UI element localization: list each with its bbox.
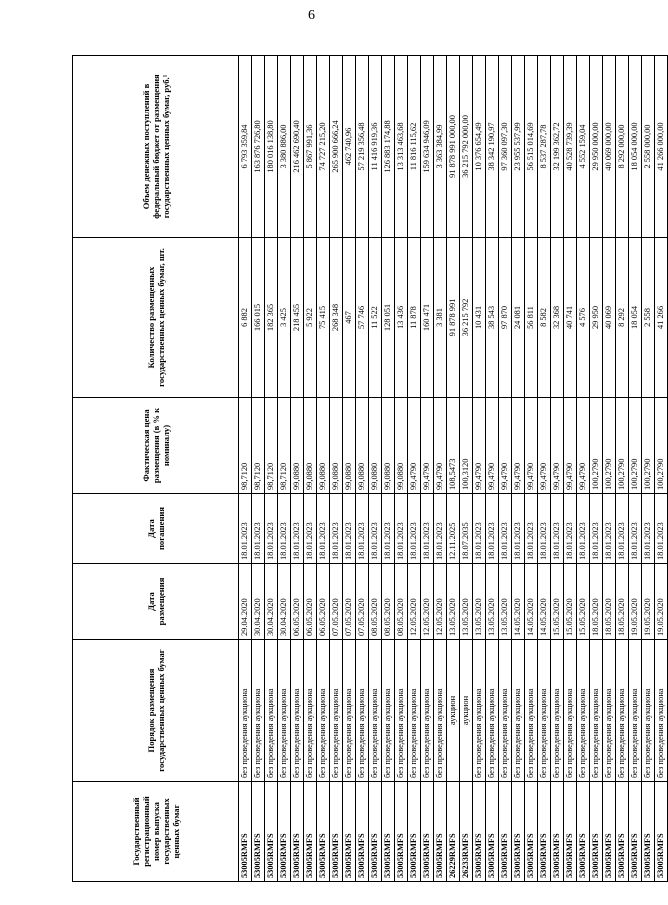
cell-actual-price: 99,4790: [434, 398, 447, 494]
cell-placement-date: 08.05.2020: [369, 564, 382, 640]
cell-budget-proceeds: 38 342 190,97: [486, 56, 499, 238]
cell-quantity: 57 746: [356, 238, 369, 398]
cell-quantity: 40 069: [603, 238, 616, 398]
cell-actual-price: 98,7120: [265, 398, 278, 494]
cell-quantity: 18 054: [629, 238, 642, 398]
cell-maturity-date: 18.01.2023: [551, 494, 564, 564]
cell-registration-number: 53005RMFS: [434, 782, 447, 882]
cell-registration-number: 53005RMFS: [317, 782, 330, 882]
cell-maturity-date: 18.01.2023: [265, 494, 278, 564]
cell-quantity: 10 431: [473, 238, 486, 398]
table-row: [395, 56, 408, 882]
cell-maturity-date: 18.01.2023: [278, 494, 291, 564]
cell-actual-price: 100,2790: [655, 398, 668, 494]
cell-budget-proceeds: 18 054 000,00: [629, 56, 642, 238]
table-row: [382, 56, 395, 882]
table-row: [239, 56, 252, 882]
cell-placement-order: без проведения аукциона: [642, 640, 655, 782]
cell-registration-number: 53005RMFS: [252, 782, 265, 882]
cell-placement-date: 08.05.2020: [382, 564, 395, 640]
cell-registration-number: 53005RMFS: [616, 782, 629, 882]
cell-maturity-date: 18.01.2023: [577, 494, 590, 564]
cell-budget-proceeds: 41 266 000,00: [655, 56, 668, 238]
cell-actual-price: 98,7120: [252, 398, 265, 494]
cell-budget-proceeds: 13 313 463,68: [395, 56, 408, 238]
cell-placement-date: 06.05.2020: [291, 564, 304, 640]
cell-placement-date: 06.05.2020: [304, 564, 317, 640]
cell-budget-proceeds: 36 215 792 000,00: [460, 56, 473, 238]
cell-quantity: 91 878 991: [447, 238, 460, 398]
cell-quantity: 24 081: [512, 238, 525, 398]
cell-budget-proceeds: 32 199 362,72: [551, 56, 564, 238]
cell-quantity: 40 741: [564, 238, 577, 398]
cell-placement-date: 13.05.2020: [486, 564, 499, 640]
cell-placement-date: 14.05.2020: [512, 564, 525, 640]
cell-maturity-date: 12.11.2025: [447, 494, 460, 564]
cell-placement-order: без проведения аукциона: [577, 640, 590, 782]
cell-quantity: 128 051: [382, 238, 395, 398]
cell-maturity-date: 18.01.2023: [538, 494, 551, 564]
cell-quantity: 38 543: [486, 238, 499, 398]
cell-maturity-date: 18.01.2023: [304, 494, 317, 564]
cell-placement-date: 29.04.2020: [239, 564, 252, 640]
table-row: [317, 56, 330, 882]
cell-actual-price: 99,0880: [395, 398, 408, 494]
cell-maturity-date: 18.01.2023: [356, 494, 369, 564]
cell-registration-number: 53005RMFS: [473, 782, 486, 882]
cell-placement-date: 15.05.2020: [551, 564, 564, 640]
cell-quantity: 166 015: [252, 238, 265, 398]
cell-maturity-date: 18.01.2023: [252, 494, 265, 564]
cell-placement-order: без проведения аукциона: [473, 640, 486, 782]
cell-actual-price: 99,4790: [499, 398, 512, 494]
cell-registration-number: 53005RMFS: [577, 782, 590, 882]
cell-placement-date: 12.05.2020: [421, 564, 434, 640]
table-row: [278, 56, 291, 882]
table-row: [304, 56, 317, 882]
cell-maturity-date: 18.01.2023: [369, 494, 382, 564]
cell-placement-date: 12.05.2020: [434, 564, 447, 640]
cell-maturity-date: 18.01.2023: [239, 494, 252, 564]
cell-budget-proceeds: 11 416 919,36: [369, 56, 382, 238]
cell-placement-date: 13.05.2020: [447, 564, 460, 640]
table-header-row: [73, 56, 239, 882]
cell-placement-order: без проведения аукциона: [408, 640, 421, 782]
cell-placement-date: 30.04.2020: [252, 564, 265, 640]
cell-maturity-date: 18.01.2023: [499, 494, 512, 564]
table-row: [629, 56, 642, 882]
cell-placement-order: без проведения аукциона: [629, 640, 642, 782]
cell-budget-proceeds: 8 292 000,00: [616, 56, 629, 238]
cell-budget-proceeds: 3 380 886,00: [278, 56, 291, 238]
cell-placement-date: 08.05.2020: [395, 564, 408, 640]
table-row: [590, 56, 603, 882]
cell-budget-proceeds: 5 867 991,36: [304, 56, 317, 238]
table-row: [486, 56, 499, 882]
cell-placement-order: без проведения аукциона: [239, 640, 252, 782]
cell-registration-number: 53005RMFS: [551, 782, 564, 882]
cell-placement-date: 15.05.2020: [564, 564, 577, 640]
cell-budget-proceeds: 56 515 014,69: [525, 56, 538, 238]
cell-budget-proceeds: 29 950 000,00: [590, 56, 603, 238]
cell-registration-number: 26233RMFS: [460, 782, 473, 882]
cell-budget-proceeds: 216 462 690,40: [291, 56, 304, 238]
cell-maturity-date: 18.01.2023: [564, 494, 577, 564]
table-row: [551, 56, 564, 882]
cell-actual-price: 99,0880: [304, 398, 317, 494]
cell-registration-number: 53005RMFS: [369, 782, 382, 882]
cell-maturity-date: 18.01.2023: [629, 494, 642, 564]
cell-placement-date: 18.05.2020: [603, 564, 616, 640]
cell-budget-proceeds: 159 634 946,09: [421, 56, 434, 238]
cell-registration-number: 53005RMFS: [408, 782, 421, 882]
cell-quantity: 56 811: [525, 238, 538, 398]
cell-maturity-date: 18.01.2023: [642, 494, 655, 564]
cell-budget-proceeds: 4 552 159,04: [577, 56, 590, 238]
cell-actual-price: 99,4790: [486, 398, 499, 494]
cell-actual-price: 99,4790: [525, 398, 538, 494]
table-row: [655, 56, 668, 882]
cell-maturity-date: 18.01.2023: [343, 494, 356, 564]
cell-placement-date: 13.05.2020: [499, 564, 512, 640]
cell-maturity-date: 18.01.2023: [473, 494, 486, 564]
cell-actual-price: 98,7120: [239, 398, 252, 494]
table-row: [265, 56, 278, 882]
cell-quantity: 4 576: [577, 238, 590, 398]
cell-placement-order: аукцион: [460, 640, 473, 782]
cell-placement-date: 07.05.2020: [343, 564, 356, 640]
cell-placement-order: без проведения аукциона: [317, 640, 330, 782]
cell-placement-order: без проведения аукциона: [655, 640, 668, 782]
cell-maturity-date: 18.01.2023: [408, 494, 421, 564]
cell-registration-number: 53005RMFS: [525, 782, 538, 882]
cell-actual-price: 99,4790: [512, 398, 525, 494]
cell-placement-order: без проведения аукциона: [499, 640, 512, 782]
cell-registration-number: 53005RMFS: [538, 782, 551, 882]
cell-registration-number: 53005RMFS: [343, 782, 356, 882]
cell-maturity-date: 18.01.2023: [395, 494, 408, 564]
cell-budget-proceeds: 265 900 666,24: [330, 56, 343, 238]
cell-quantity: 160 471: [421, 238, 434, 398]
cell-placement-date: 18.05.2020: [590, 564, 603, 640]
cell-actual-price: 99,0880: [356, 398, 369, 494]
cell-quantity: 29 950: [590, 238, 603, 398]
cell-quantity: 268 348: [330, 238, 343, 398]
cell-quantity: 467: [343, 238, 356, 398]
cell-actual-price: 100,2790: [629, 398, 642, 494]
cell-quantity: 36 215 792: [460, 238, 473, 398]
cell-maturity-date: 18.01.2023: [291, 494, 304, 564]
cell-placement-order: без проведения аукциона: [616, 640, 629, 782]
cell-quantity: 218 455: [291, 238, 304, 398]
header-maturity-date: Дата погашения: [73, 494, 239, 564]
cell-placement-order: без проведения аукциона: [382, 640, 395, 782]
cell-actual-price: 99,0880: [291, 398, 304, 494]
cell-maturity-date: 18.01.2023: [486, 494, 499, 564]
cell-quantity: 11 522: [369, 238, 382, 398]
cell-quantity: 32 368: [551, 238, 564, 398]
cell-placement-date: 13.05.2020: [473, 564, 486, 640]
cell-placement-order: без проведения аукциона: [434, 640, 447, 782]
cell-placement-order: без проведения аукциона: [343, 640, 356, 782]
cell-placement-order: аукцион: [447, 640, 460, 782]
page-number: 6: [308, 8, 315, 23]
cell-budget-proceeds: 126 883 174,88: [382, 56, 395, 238]
cell-actual-price: 99,0880: [369, 398, 382, 494]
cell-quantity: 75 415: [317, 238, 330, 398]
cell-actual-price: 99,0880: [330, 398, 343, 494]
cell-actual-price: 99,0880: [382, 398, 395, 494]
table-row: [330, 56, 343, 882]
rotated-table-container: [72, 56, 665, 882]
cell-placement-order: без проведения аукциона: [291, 640, 304, 782]
cell-actual-price: 99,4790: [408, 398, 421, 494]
cell-budget-proceeds: 10 376 654,49: [473, 56, 486, 238]
cell-actual-price: 99,4790: [551, 398, 564, 494]
cell-registration-number: 26229RMFS: [447, 782, 460, 882]
cell-maturity-date: 18.01.2023: [525, 494, 538, 564]
cell-maturity-date: 18.01.2023: [434, 494, 447, 564]
cell-registration-number: 53005RMFS: [291, 782, 304, 882]
cell-quantity: 97 870: [499, 238, 512, 398]
cell-maturity-date: 18.01.2023: [317, 494, 330, 564]
table-row: [525, 56, 538, 882]
cell-registration-number: 53005RMFS: [564, 782, 577, 882]
cell-quantity: 6 882: [239, 238, 252, 398]
table-row: [343, 56, 356, 882]
cell-placement-date: 18.05.2020: [616, 564, 629, 640]
cell-placement-order: без проведения аукциона: [564, 640, 577, 782]
cell-maturity-date: 18.01.2023: [616, 494, 629, 564]
table-row: [408, 56, 421, 882]
table-row: [421, 56, 434, 882]
cell-registration-number: 53005RMFS: [239, 782, 252, 882]
cell-maturity-date: 18.01.2023: [330, 494, 343, 564]
cell-budget-proceeds: 2 558 000,00: [642, 56, 655, 238]
cell-actual-price: 100,2790: [616, 398, 629, 494]
cell-maturity-date: 18.01.2023: [603, 494, 616, 564]
cell-actual-price: 100,2790: [603, 398, 616, 494]
cell-budget-proceeds: 8 537 287,78: [538, 56, 551, 238]
cell-actual-price: 108,5473: [447, 398, 460, 494]
cell-placement-order: без проведения аукциона: [590, 640, 603, 782]
table-row: [434, 56, 447, 882]
cell-actual-price: 99,0880: [317, 398, 330, 494]
cell-registration-number: 53005RMFS: [486, 782, 499, 882]
cell-registration-number: 53005RMFS: [590, 782, 603, 882]
cell-actual-price: 98,7120: [278, 398, 291, 494]
cell-budget-proceeds: 57 219 356,48: [356, 56, 369, 238]
cell-maturity-date: 18.01.2023: [512, 494, 525, 564]
cell-registration-number: 53005RMFS: [603, 782, 616, 882]
cell-maturity-date: 18.07.2035: [460, 494, 473, 564]
cell-registration-number: 53005RMFS: [356, 782, 369, 882]
cell-placement-order: без проведения аукциона: [486, 640, 499, 782]
cell-registration-number: 53005RMFS: [395, 782, 408, 882]
table-row: [538, 56, 551, 882]
cell-quantity: 3 425: [278, 238, 291, 398]
header-registration-number: Государственный регистрационный номер выпуска государственных ценных бумаг: [73, 782, 239, 882]
cell-maturity-date: 18.01.2023: [655, 494, 668, 564]
cell-registration-number: 53005RMFS: [330, 782, 343, 882]
cell-placement-order: без проведения аукциона: [538, 640, 551, 782]
cell-placement-date: 07.05.2020: [330, 564, 343, 640]
cell-actual-price: 99,4790: [564, 398, 577, 494]
cell-registration-number: 53005RMFS: [642, 782, 655, 882]
table-row: [616, 56, 629, 882]
cell-budget-proceeds: 6 793 359,84: [239, 56, 252, 238]
cell-quantity: 8 582: [538, 238, 551, 398]
cell-placement-date: 19.05.2020: [642, 564, 655, 640]
cell-placement-date: 14.05.2020: [538, 564, 551, 640]
cell-budget-proceeds: 163 876 726,80: [252, 56, 265, 238]
table-row: [473, 56, 486, 882]
header-quantity: Количество размещенных государственных ценных бумаг, шт.: [73, 238, 239, 398]
cell-placement-order: без проведения аукциона: [512, 640, 525, 782]
cell-quantity: 8 292: [616, 238, 629, 398]
header-budget-proceeds: Объем денежных поступлений в федеральный бюджет от размещения государственных ценных бумаг, руб.¹: [73, 56, 239, 238]
cell-maturity-date: 18.01.2023: [590, 494, 603, 564]
cell-placement-date: 19.05.2020: [629, 564, 642, 640]
cell-quantity: 5 922: [304, 238, 317, 398]
table-row: [642, 56, 655, 882]
table-row: [291, 56, 304, 882]
cell-budget-proceeds: 23 955 537,99: [512, 56, 525, 238]
table-row: [356, 56, 369, 882]
table-row: [369, 56, 382, 882]
cell-quantity: 3 381: [434, 238, 447, 398]
cell-placement-order: без проведения аукциона: [395, 640, 408, 782]
table-row: [564, 56, 577, 882]
cell-placement-date: 19.05.2020: [655, 564, 668, 640]
table-row: [460, 56, 473, 882]
cell-budget-proceeds: 462 740,96: [343, 56, 356, 238]
cell-placement-date: 07.05.2020: [356, 564, 369, 640]
cell-registration-number: 53005RMFS: [512, 782, 525, 882]
cell-registration-number: 53005RMFS: [629, 782, 642, 882]
cell-maturity-date: 18.01.2023: [421, 494, 434, 564]
cell-quantity: 41 266: [655, 238, 668, 398]
table-row: [252, 56, 265, 882]
cell-placement-date: 15.05.2020: [577, 564, 590, 640]
cell-quantity: 182 365: [265, 238, 278, 398]
cell-placement-order: без проведения аукциона: [252, 640, 265, 782]
cell-placement-order: без проведения аукциона: [356, 640, 369, 782]
cell-actual-price: 99,4790: [577, 398, 590, 494]
cell-placement-date: 06.05.2020: [317, 564, 330, 640]
cell-quantity: 11 878: [408, 238, 421, 398]
cell-budget-proceeds: 40 528 739,39: [564, 56, 577, 238]
cell-placement-order: без проведения аукциона: [304, 640, 317, 782]
cell-registration-number: 53005RMFS: [304, 782, 317, 882]
cell-placement-order: без проведения аукциона: [369, 640, 382, 782]
cell-placement-order: без проведения аукциона: [330, 640, 343, 782]
table-row: [499, 56, 512, 882]
table-row: [512, 56, 525, 882]
cell-registration-number: 53005RMFS: [382, 782, 395, 882]
cell-budget-proceeds: 91 878 991 000,00: [447, 56, 460, 238]
cell-actual-price: 99,4790: [421, 398, 434, 494]
cell-placement-date: 30.04.2020: [278, 564, 291, 640]
header-actual-price: Фактическая цена размещения (в % к номиналу): [73, 398, 239, 494]
cell-placement-order: без проведения аукциона: [551, 640, 564, 782]
cell-placement-order: без проведения аукциона: [603, 640, 616, 782]
cell-placement-order: без проведения аукциона: [525, 640, 538, 782]
cell-placement-date: 12.05.2020: [408, 564, 421, 640]
cell-budget-proceeds: 40 069 000,00: [603, 56, 616, 238]
cell-actual-price: 99,4790: [538, 398, 551, 494]
cell-registration-number: 53005RMFS: [265, 782, 278, 882]
cell-placement-order: без проведения аукциона: [421, 640, 434, 782]
cell-actual-price: 99,4790: [473, 398, 486, 494]
securities-placement-table: [72, 55, 668, 882]
cell-registration-number: 53005RMFS: [499, 782, 512, 882]
cell-actual-price: 99,0880: [343, 398, 356, 494]
cell-budget-proceeds: 180 016 138,80: [265, 56, 278, 238]
cell-registration-number: 53005RMFS: [278, 782, 291, 882]
cell-actual-price: 100,2790: [590, 398, 603, 494]
table-row: [447, 56, 460, 882]
cell-placement-date: 14.05.2020: [525, 564, 538, 640]
cell-placement-date: 30.04.2020: [265, 564, 278, 640]
cell-budget-proceeds: 74 727 215,20: [317, 56, 330, 238]
cell-budget-proceeds: 3 363 384,99: [434, 56, 447, 238]
header-placement-order: Порядок размещения государственных ценных бумаг: [73, 640, 239, 782]
cell-placement-date: 13.05.2020: [460, 564, 473, 640]
cell-actual-price: 100,3120: [460, 398, 473, 494]
cell-actual-price: 100,2790: [642, 398, 655, 494]
table-row: [603, 56, 616, 882]
cell-registration-number: 53005RMFS: [655, 782, 668, 882]
header-placement-date: Дата размещения: [73, 564, 239, 640]
table-row: [577, 56, 590, 882]
cell-placement-order: без проведения аукциона: [278, 640, 291, 782]
cell-maturity-date: 18.01.2023: [382, 494, 395, 564]
cell-placement-order: без проведения аукциона: [265, 640, 278, 782]
cell-budget-proceeds: 97 360 097,30: [499, 56, 512, 238]
cell-quantity: 2 558: [642, 238, 655, 398]
cell-registration-number: 53005RMFS: [421, 782, 434, 882]
cell-quantity: 13 436: [395, 238, 408, 398]
cell-budget-proceeds: 11 816 115,62: [408, 56, 421, 238]
